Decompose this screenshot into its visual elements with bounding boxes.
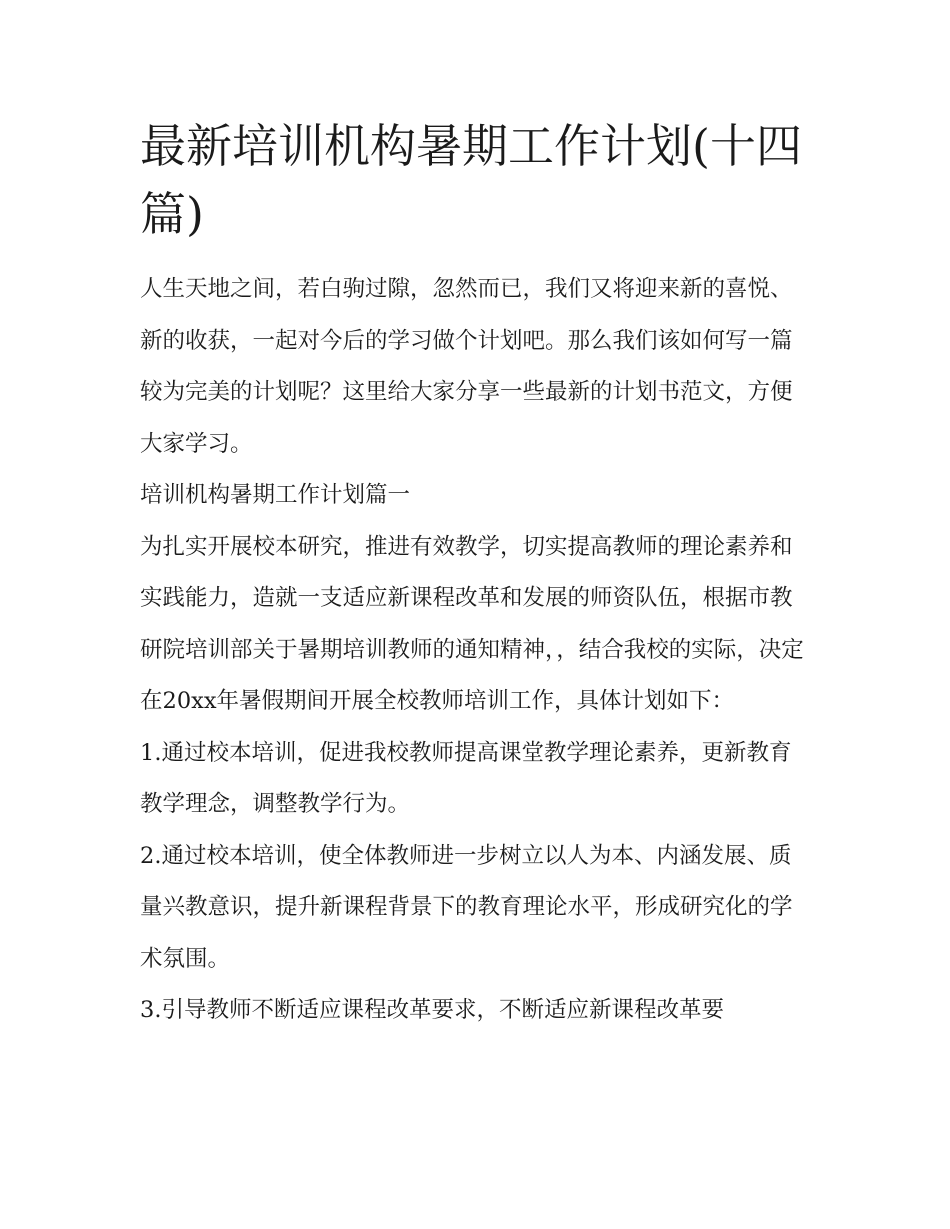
- list-item: 3.引导教师不断适应课程改革要求，不断适应新课程改革要: [140, 997, 724, 1023]
- list-item: 2.通过校本培训，使全体教师进一步树立以人为本、内涵发展、质量兴教意识，提升新课程背景下的教育理论水平，形成研究化的学术氛围。: [140, 842, 793, 972]
- list-item: 1.通过校本培训，促进我校教师提高课堂教学理论素养，更新教育教学理念，调整教学行为。: [140, 739, 792, 817]
- document-title: 最新培训机构暑期工作计划(十四篇): [140, 119, 802, 241]
- section-body-paragraph: 为扎实开展校本研究，推进有效教学，切实提高教师的理论素养和实践能力，造就一支适应新课程改革和发展的师资队伍，根据市教研院培训部关于暑期培训教师的通知精神，，结合我校的实际，决定在20xx年暑假期间开展全校教师培训工作，具体计划如下：: [140, 533, 804, 714]
- document-page: [140, 112, 812, 1037]
- intro-paragraph: 人生天地之间，若白驹过隙，忽然而已，我们又将迎来新的喜悦、新的收获，一起对今后的学习做个计划吧。那么我们该如何写一篇较为完美的计划呢？这里给大家分享一些最新的计划书范文，方便大家学习。: [140, 276, 793, 457]
- section-heading: 培训机构暑期工作计划篇一: [140, 482, 411, 508]
